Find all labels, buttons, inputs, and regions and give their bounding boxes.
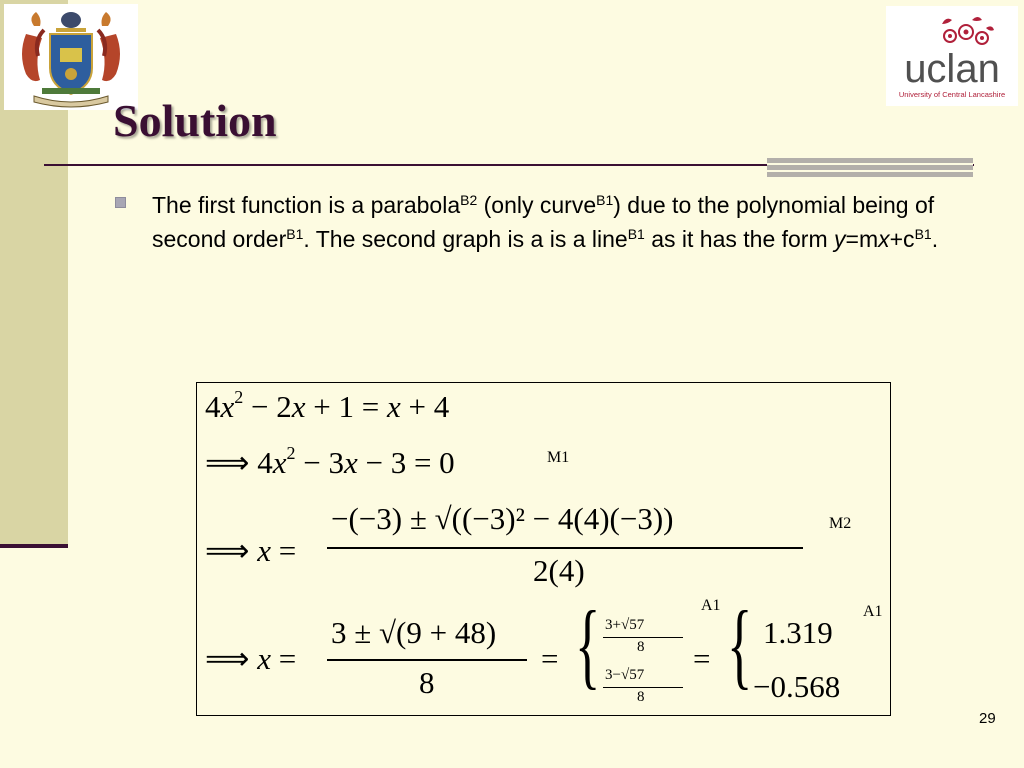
case-1-bar — [603, 637, 683, 638]
mark-a1-second: A1 — [863, 603, 883, 620]
equals-sign-2: = — [541, 641, 559, 676]
equation-line-4-numerator: 3 ± √(9 + 48) — [331, 615, 497, 650]
mark-m1: M1 — [547, 449, 570, 466]
title-decorative-bars — [767, 158, 973, 178]
left-brace-2: { — [727, 591, 753, 698]
left-brace-1: { — [575, 591, 601, 698]
result-value-1: 1.319 — [763, 615, 833, 650]
equation-line-1: $4x^2 - 2x + 1 = x + 4$ — [205, 387, 450, 424]
equation-line-4-lhs: ⟹ x = — [205, 641, 297, 676]
equation-box — [196, 382, 891, 716]
fraction-bar-3 — [327, 547, 803, 549]
case-2-denominator: 8 — [637, 689, 645, 705]
case-2-numerator: 3−√57 — [605, 667, 645, 683]
page-number: 29 — [979, 710, 996, 727]
square-bullet-icon — [115, 197, 126, 208]
equation-line-3-denominator: 2(4) — [533, 553, 585, 588]
equation-line-4-denominator: 8 — [419, 665, 435, 700]
uclan-rose-logo-icon — [886, 6, 1018, 106]
left-strip-rule — [0, 544, 68, 548]
case-1-numerator: 3+√57 — [605, 617, 645, 633]
mark-m2: M2 — [829, 515, 852, 532]
bullet-point — [115, 188, 965, 256]
equals-sign-3: = — [693, 641, 711, 676]
slide-title: Solution — [113, 95, 277, 146]
case-2-bar — [603, 687, 683, 688]
bullet-text: The first function is a parabola$^{B2}$ (only curve$^{B1}$) due to the polynomial being of second order$^{B1}$. The second graph is a is a line$^{B1}$ as it has the form $y=mx+c^{B1}$. — [152, 192, 939, 252]
result-value-2: −0.568 — [753, 669, 841, 704]
equation-line-3-numerator: −(−3) ± √((−3)² − 4(4)(−3)) — [331, 501, 674, 536]
case-1-denominator: 8 — [637, 639, 645, 655]
mark-a1-first: A1 — [701, 597, 721, 614]
svg-text:University of Central Lancashi: University of Central Lancashire — [898, 90, 1006, 99]
uclan-logo — [886, 6, 1018, 106]
fraction-bar-4 — [327, 659, 527, 661]
svg-text:uclan: uclan — [904, 47, 1000, 91]
equation-line-2: ⟹ $4x^2 - 3x - 3 = 0$ — [205, 443, 455, 480]
equation-line-3-lhs: ⟹ x = — [205, 533, 297, 568]
